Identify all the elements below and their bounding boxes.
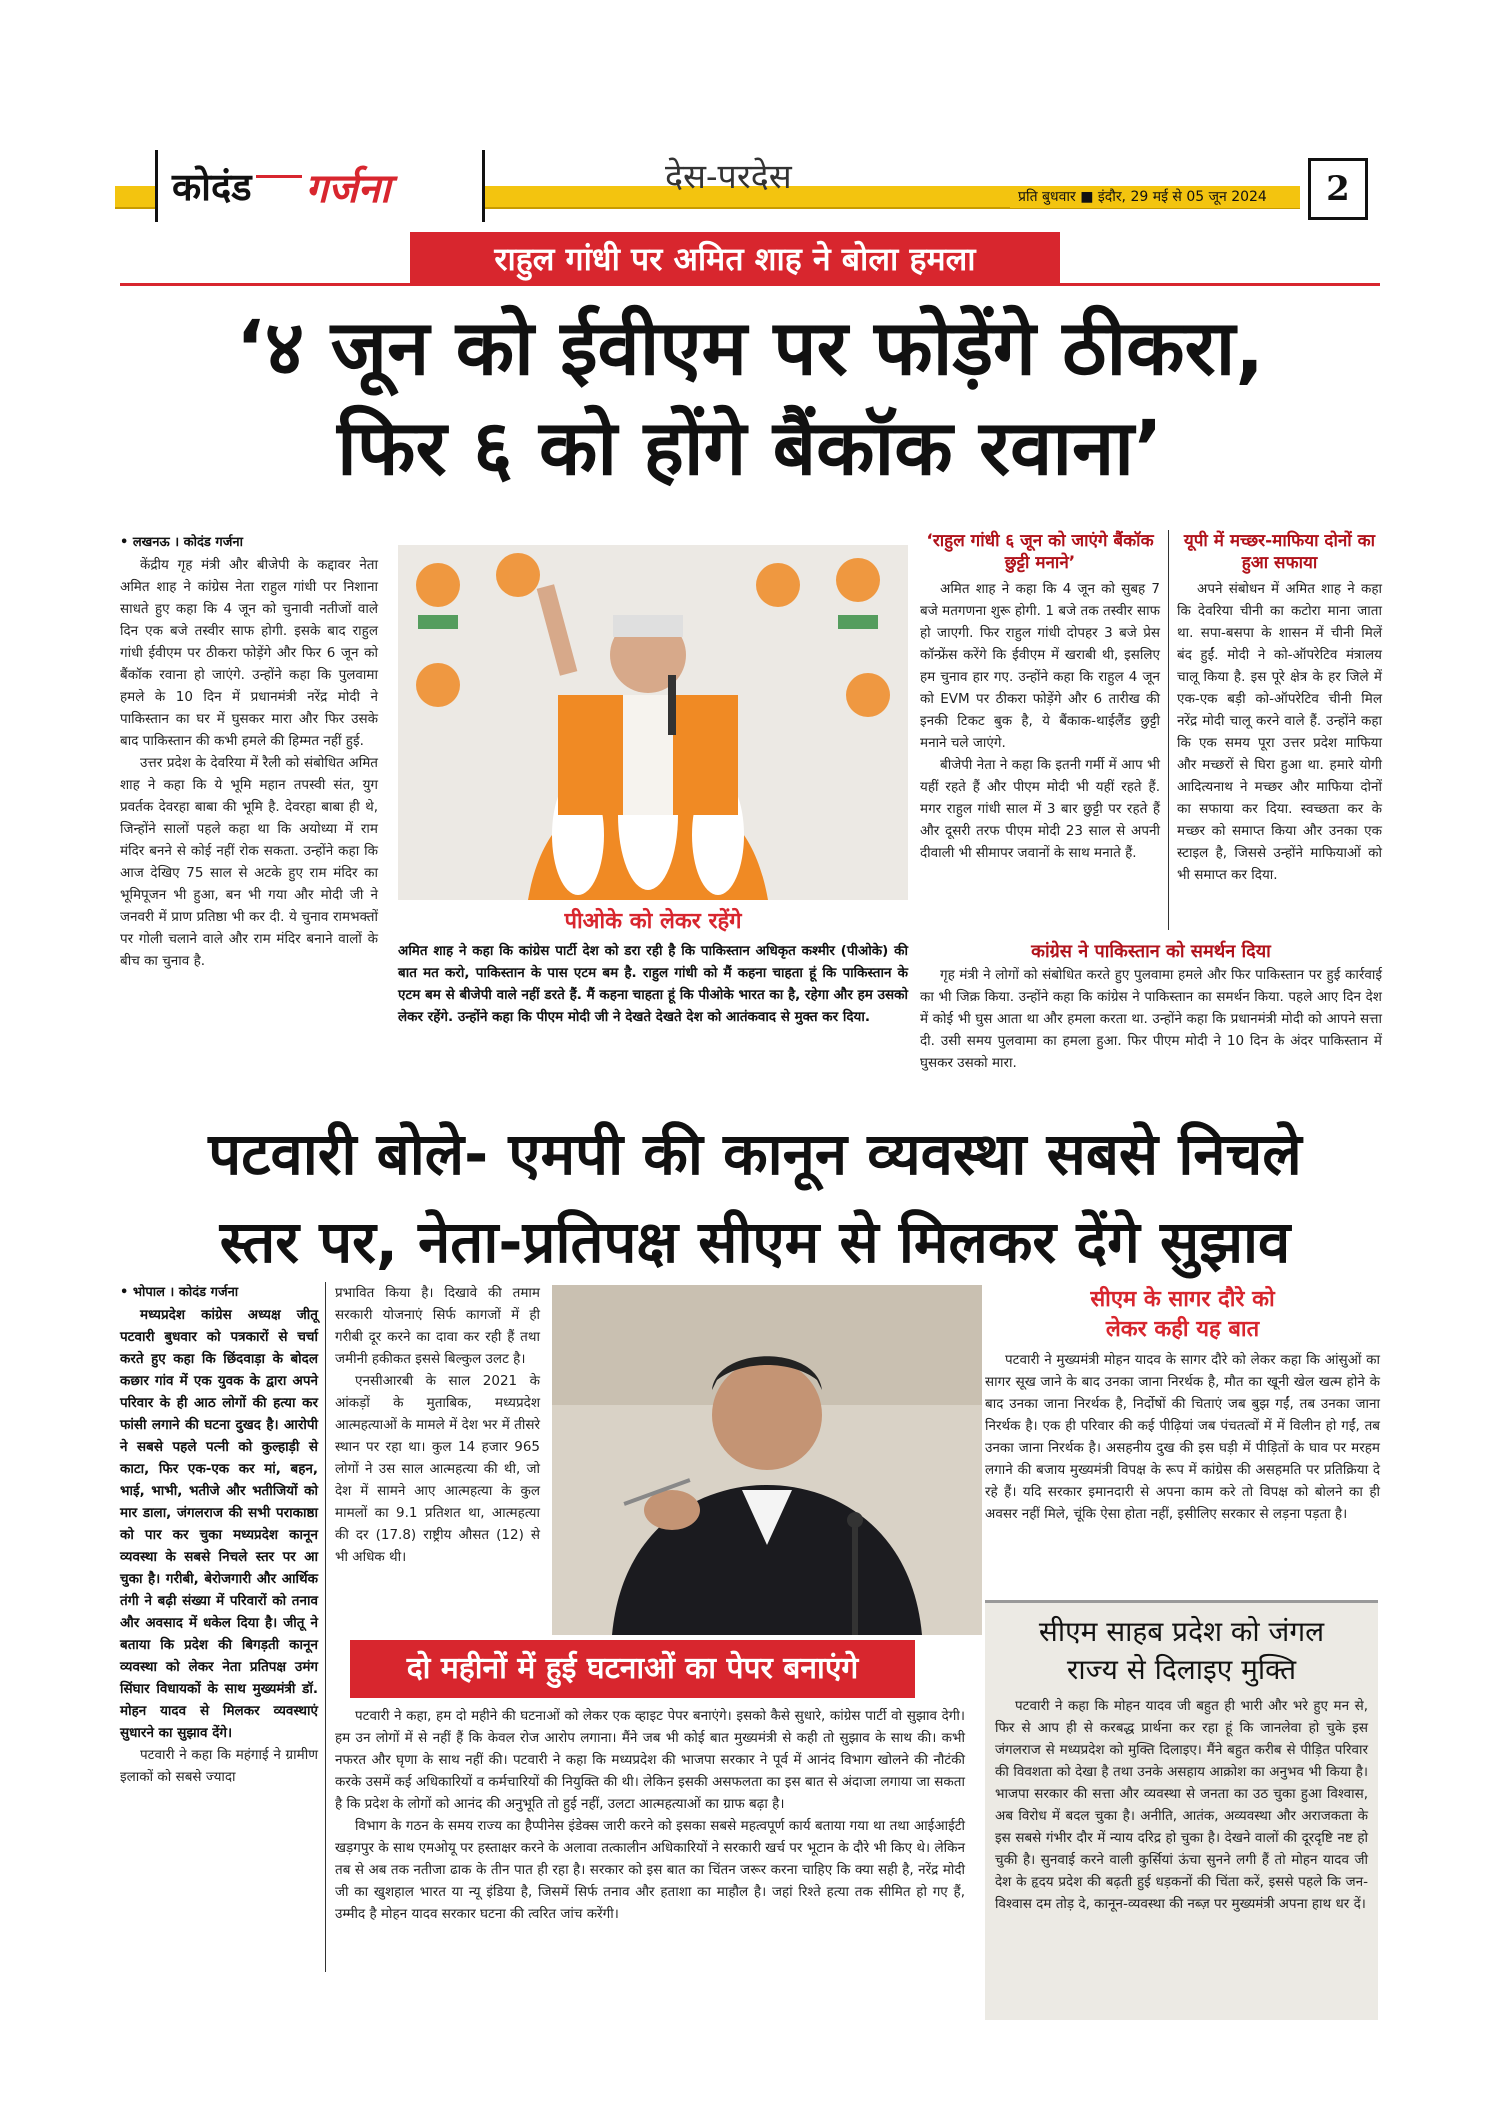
paragraph: पटवारी ने कहा कि मोहन यादव जी बहुत ही भारी और भरे हुए मन से, फिर से आप ही से करबद्ध प्रार्थना कर रहा हूं कि जानलेवा हो चुके इस जंगलराज से मध्यप्रदेश को मुक्ति दिलाइए। मैंने बहुत करीब से पीड़ित परिवार की विवशता को देखा है तथा उनके असहाय आक्रोश का अनुभव भी किया है। भाजपा सरकार की सत्ता और व्यवस्था से जनता का उठ चुका हुआ विश्वास, अब विरोध में बदल चुका है। अनीति, आतंक, अव्यवस्था और अराजकता के इस सबसे गंभीर दौर में न्याय दरिद्र हो चुका है। देखने वालों की दूरदृष्टि नष्ट हो चुकी है। सुनवाई करने वाली कुर्सियां ऊंचा सुनने लगी हैं तो मोहन यादव जी देश के हृदय प्रदेश की बढ़ती हुई धड़कनों की चिंता करें, इससे पहले कि जन-विश्वास दम तोड़ दे, कानून-व्यवस्था की नब्ज़ पर मुख्यमंत्री अपना हाथ धर दें। xyxy=(995,1698,1368,1912)
paragraph: गृह मंत्री ने लोगों को संबोधित करते हुए पुलवामा हमले और फिर पाकिस्तान पर हुई कार्रवाई का भी जिक्र किया. उन्होंने कहा कि कांग्रेस ने पाकिस्तान का समर्थन किया. पहले आए दिन देश में कोई भी घुस आता था और हमला करता था. उन्होंने कहा कि प्रधानमंत्री मोदी को आपने सत्ता दी. उसी समय पुलवामा का हमला हुआ. फिर पीएम मोदी ने 10 दिन के अंदर पाकिस्तान में घुसकर उसको मारा. xyxy=(920,967,1382,1071)
main-headline-line2: फिर ६ को होंगे बैंकॉक रवाना’ xyxy=(337,403,1163,492)
support-section xyxy=(920,940,1382,1074)
second-headline xyxy=(110,1110,1400,1286)
sagar-body xyxy=(985,1349,1380,1525)
paragraph: पटवारी ने कहा, हम दो महीने की घटनाओं को लेकर एक व्हाइट पेपर बनाएंगे। इसको कैसे सुधारे, कांग्रेस पार्टी वो सुझाव देगी। हम उन लोगों में से नहीं हैं कि केवल रोज आरोप लगाना। मैंने जब भी कोई बात मुख्यमंत्री से कही तो सुझाव के साथ की। कभी नफरत और घृणा के साथ नहीं की। पटवारी ने कहा कि मध्यप्रदेश की भाजपा सरकार ने पूर्व में आनंद विभाग खोलने की नौटंकी करके उसमें कई अधिकारियों व कर्मचारियों की नियुक्ति की थी। लेकिन इसकी असफलता का इस बात से अंदाजा लगाया जा सकता है कि प्रदेश के लोगों को आनंद की अनुभूति तो हुई नहीं, उलटा आत्महत्याओं का ग्राफ बढ़ा है। xyxy=(335,1708,965,1812)
box-title-line1: सीएम साहब प्रदेश को जंगल xyxy=(1038,1615,1325,1648)
amit-shah-photo xyxy=(398,545,908,900)
second-headline-line1: पटवारी बोले- एमपी की कानून व्यवस्था सबसे निचले xyxy=(208,1120,1302,1188)
main-headline xyxy=(120,298,1380,498)
paragraph: पटवारी ने मुख्यमंत्री मोहन यादव के सागर दौरे को लेकर कहा कि आंसुओं का सागर सूख जाने के बाद उनका जाना निरर्थक है, मौत का खूनी खेल खत्म होने के बाद उनका जाना निरर्थक है, निर्दोषों की चिताएं जब बुझ गईं, तब उनका जाना निरर्थक है। एक ही परिवार की कई पीढ़ियां जब पंचतत्वों में में विलीन हो गईं, तब उनका जाना निरर्थक है। असहनीय दुख की इस घड़ी में पीड़ितों के घाव पर मरहम लगाने की बजाय मुख्यमंत्री विपक्ष के रूप में कांग्रेस की असहमति पर प्रतिक्रिया दे रहे हैं। यदि सरकार इमानदारी से अपना काम करे तो विपक्ष को बोलने का ही अवसर नहीं मिले, चूंकि ऐसा होता नहीं, इसीलिए सरकार से लड़ना पड़ता है। xyxy=(985,1352,1380,1522)
box-body xyxy=(985,1695,1378,1915)
jungle-raj-box xyxy=(985,1600,1378,2020)
col3-body xyxy=(920,578,1160,864)
main-headline-line1: ‘४ जून को ईवीएम पर फोड़ेंगे ठीकरा, xyxy=(235,303,1265,392)
paragraph: विभाग के गठन के समय राज्य का हैप्पीनेस इंडेक्स जारी करने को इसका सबसे महत्वपूर्ण कार्य बताया गया था तथा आईआईटी खड़गपुर के साथ एमओयू पर हस्ताक्षर करने के अलावा तत्कालीन अधिकारियों ने सरकारी खर्च पर भूटान के दौरे भी किए थे। लेकिन तब से अब तक नतीजा ढाक के तीन पात ही रहा है। सरकार को इस बात का चिंतन जरूर करना चाहिए कि क्या सही है, नरेंद्र मोदी जी का खुशहाल भारत या न्यू इंडिया है, जिसमें सिर्फ तनाव और हताशा का माहौल है। जहां रिश्ते हत्या तक सीमित हो गए हैं, उम्मीद है मोहन यादव सरकार घटना की त्वरित जांच करेंगी। xyxy=(335,1818,965,1922)
photo-illustration xyxy=(552,1285,982,1635)
logo-arrow-icon xyxy=(256,175,302,178)
page-number: 2 xyxy=(1308,158,1368,220)
col4-title: यूपी में मच्छर-माफिया दोनों का हुआ सफाया xyxy=(1183,531,1376,573)
paragraph: प्रभावित किया है। दिखावे की तमाम सरकारी योजनाएं सिर्फ कागजों में ही गरीबी दूर करने का दावा कर रही हैं तथा जमीनी हकीकत इससे बिल्कुल उलट है। xyxy=(335,1285,540,1367)
photo-subhead: पीओके को लेकर रहेंगे xyxy=(564,909,742,934)
masthead-logo xyxy=(155,150,485,222)
photo-illustration xyxy=(398,545,908,900)
lead-paragraph: मध्यप्रदेश कांग्रेस अध्यक्ष जीतू पटवारी बुधवार को पत्रकारों से चर्चा करते हुए कहा कि छिंदवाड़ा के बोदल कछार गांव में एक युवक के द्वारा अपने परिवार के ही आठ लोगों की हत्या कर फांसी लगाने की घटना दुखद है। आरोपी ने सबसे पहले पत्नी को कुल्हाड़ी से काटा, फिर एक-एक कर मां, बहन, भाई, भाभी, भतीजे और भतीजियों को मार डाला, जंगलराज की सभी पराकाष्ठा को पार कर चुका मध्यप्रदेश कानून व्यवस्था के सबसे निचले स्तर पर आ चुका है। गरीबी, बेरोजगारी और आर्थिक तंगी ने बढ़ी संख्या में परिवारों को तनाव और अवसाद में धकेल दिया है। जीतू ने बताया कि प्रदेश की बिगड़ती कानून व्यवस्था को लेकर नेता प्रतिपक्ष उमंग सिंघार विधायकों के साथ मुख्यमंत्री डॉ. मोहन यादव से मिलकर व्यवस्थाएं सुधारने का सुझाव देंगे। xyxy=(120,1307,318,1741)
paragraph: अपने संबोधन में अमित शाह ने कहा कि देवरिया चीनी का कटोरा माना जाता था. सपा-बसपा के शासन में चीनी मिलें बंद हुईं. मोदी ने को-ऑपरेटिव मंत्रालय चालू किया है. इस पूरे क्षेत्र के हर जिले में एक-एक बड़ी को-ऑपरेटिव चीनी मिल नरेंद्र मोदी चालू करने वाले हैं. उन्होंने कहा कि एक समय पूरा उत्तर प्रदेश माफिया और मच्छरों से घिरा हुआ था. हमारे योगी आदित्यनाथ ने मच्छर और माफिया दोनों का सफाया कर दिया. स्वच्छता कर के मच्छर को समाप्त किया और उनका एक स्टाइल है, जिससे उन्होंने माफियाओं को भी समाप्त कर दिया. xyxy=(1177,581,1382,883)
top-col4 xyxy=(1177,530,1382,886)
logo-text-primary: कोदंड xyxy=(172,165,252,209)
support-title: कांग्रेस ने पाकिस्तान को समर्थन दिया xyxy=(1031,941,1271,962)
bottom-col1 xyxy=(120,1282,318,1788)
photo-caption: अमित शाह ने कहा कि कांग्रेस पार्टी देश को डरा रही है कि पाकिस्तान अधिकृत कश्मीर (पीओके) की बात मत करो, पाकिस्तान के पास एटम बम है. राहुल गांधी को मैं कहना चाहता हूं कि पाकिस्तान के एटम बम से बीजेपी वाले नहीं डरते हैं. मैं कहना चाहता हूं कि पीओके भारत का है, रहेगा और हम उसको लेकर रहेंगे. उन्होंने कहा कि पीएम मोदी जी ने देखते देखते देश को आतंकवाद से मुक्त कर दिया. xyxy=(398,943,908,1025)
column-rule xyxy=(1168,530,1169,930)
issue-info: प्रति बुधवार ■ इंदौर, 29 मई से 05 जून 2024 xyxy=(1010,186,1300,208)
sagar-title-line1: सीएम के सागर दौरे को xyxy=(1090,1287,1275,1312)
paragraph: केंद्रीय गृह मंत्री और बीजेपी के कद्दावर नेता अमित शाह ने कांग्रेस नेता राहुल गांधी पर निशाना साधते हुए कहा कि 4 जून को चुनावी नतीजों वाले दिन एक बजे तस्वीर साफ होगी. इसके बाद राहुल गांधी ईवीएम पर ठीकरा फोड़ेंगे और फिर 6 जून को बैंकॉक रवाना हो जाएंगे. उन्होंने कहा कि पुलवामा हमले के 10 दिन में प्रधानमंत्री नरेंद्र मोदी ने पाकिस्तान का घर में घुसकर मारा और फिर उसके बाद पाकिस्तान की कभी हमले की हिम्मत नहीं हुई. xyxy=(120,557,378,749)
paragraph: पटवारी ने कहा कि महंगाई ने ग्रामीण इलाकों को सबसे ज्यादा xyxy=(120,1747,318,1785)
col4-body xyxy=(1177,578,1382,886)
sagar-section xyxy=(985,1285,1380,1525)
paragraph: उत्तर प्रदेश के देवरिया में रैली को संबोधित अमित शाह ने कहा कि ये भूमि महान तपस्वी संत, युग प्रवर्तक देवरहा बाबा की भूमि है. देवरहा बाबा ही थे, जिन्होंने सालों पहले कहा था कि अयोध्या में राम मंदिर बनने से कोई नहीं रोक सकता. उन्होंने कहा कि आज देखिए 75 साल से अटके हुए राम मंदिर का भूमिपूजन भी हुआ, बन भी गया और मोदी जी ने जनवरी में प्राण प्रतिष्ठा भी कर दी. ये चुनाव रामभक्तों पर गोली चलाने वाले और राम मंदिर बनाने वालों के बीच का चुनाव है. xyxy=(120,755,378,969)
paragraph: बीजेपी नेता ने कहा कि इतनी गर्मी में आप भी यहीं रहते हैं और पीएम मोदी भी यहीं रहते हैं. मगर राहुल गांधी साल में 3 बार छुट्टी पर रहते हैं और दूसरी तरफ पीएम मोदी 23 साल से अपनी दीवाली भी सीमापर जवानों के साथ मनाते हैं. xyxy=(920,757,1160,861)
dateline: • भोपाल । कोदंड गर्जना xyxy=(120,1285,239,1300)
top-col1 xyxy=(120,532,378,972)
support-body xyxy=(920,964,1382,1074)
story-banner: राहुल गांधी पर अमित शाह ने बोला हमला xyxy=(410,232,1060,286)
logo-text-secondary: गर्जना xyxy=(305,165,391,212)
bottom-col2 xyxy=(335,1282,540,1568)
top-col3 xyxy=(920,530,1160,864)
sagar-title-line2: लेकर कही यह बात xyxy=(1105,1317,1260,1342)
white-paper-section xyxy=(335,1705,965,1925)
box-title-line2: राज्य से दिलाइए मुक्ति xyxy=(1066,1653,1297,1686)
jitu-patwari-photo xyxy=(552,1285,982,1635)
paragraph: एनसीआरबी के साल 2021 के आंकड़ों के मुताबिक, मध्यप्रदेश आत्महत्याओं के मामले में देश भर में तीसरे स्थान पर रहा था। कुल 14 हजार 965 लोगों ने उस साल आत्महत्या की थी, जो देश में सामने आए आत्महत्या के कुल मामलों का 9.1 प्रतिशत था, आत्महत्या की दर (17.8) राष्ट्रीय औसत (12) से भी अधिक थी। xyxy=(335,1373,540,1565)
second-headline-line2: स्तर पर, नेता-प्रतिपक्ष सीएम से मिलकर देंगे सुझाव xyxy=(219,1208,1291,1276)
paragraph: अमित शाह ने कहा कि 4 जून को सुबह 7 बजे मतगणना शुरू होगी. 1 बजे तक तस्वीर साफ हो जाएगी. फिर राहुल गांधी दोपहर 3 बजे प्रेस कॉन्फ्रेंस करेंगे कि ईवीएम में खराबी थी, इसलिए हम चुनाव हार गए. उन्होंने कहा कि राहुल 4 जून को EVM पर ठीकरा फोड़ेंगे और 6 तारीख की इनकी टिकट बुक है, ये बैंकाक-थाईलैंड छुट्टी मनाने चले जाएंगे. xyxy=(920,581,1160,751)
dateline: • लखनऊ । कोदंड गर्जना xyxy=(120,535,243,550)
col3-title: ‘राहुल गांधी ६ जून को जाएंगे बैंकॉक छुट्टी मनाने’ xyxy=(926,531,1154,573)
paper-banner: दो महीनों में हुई घटनाओं का पेपर बनाएंगे xyxy=(350,1640,915,1698)
column-rule xyxy=(325,1282,326,1972)
box-title xyxy=(985,1603,1378,1695)
section-name: देस-परदेस xyxy=(665,157,792,197)
